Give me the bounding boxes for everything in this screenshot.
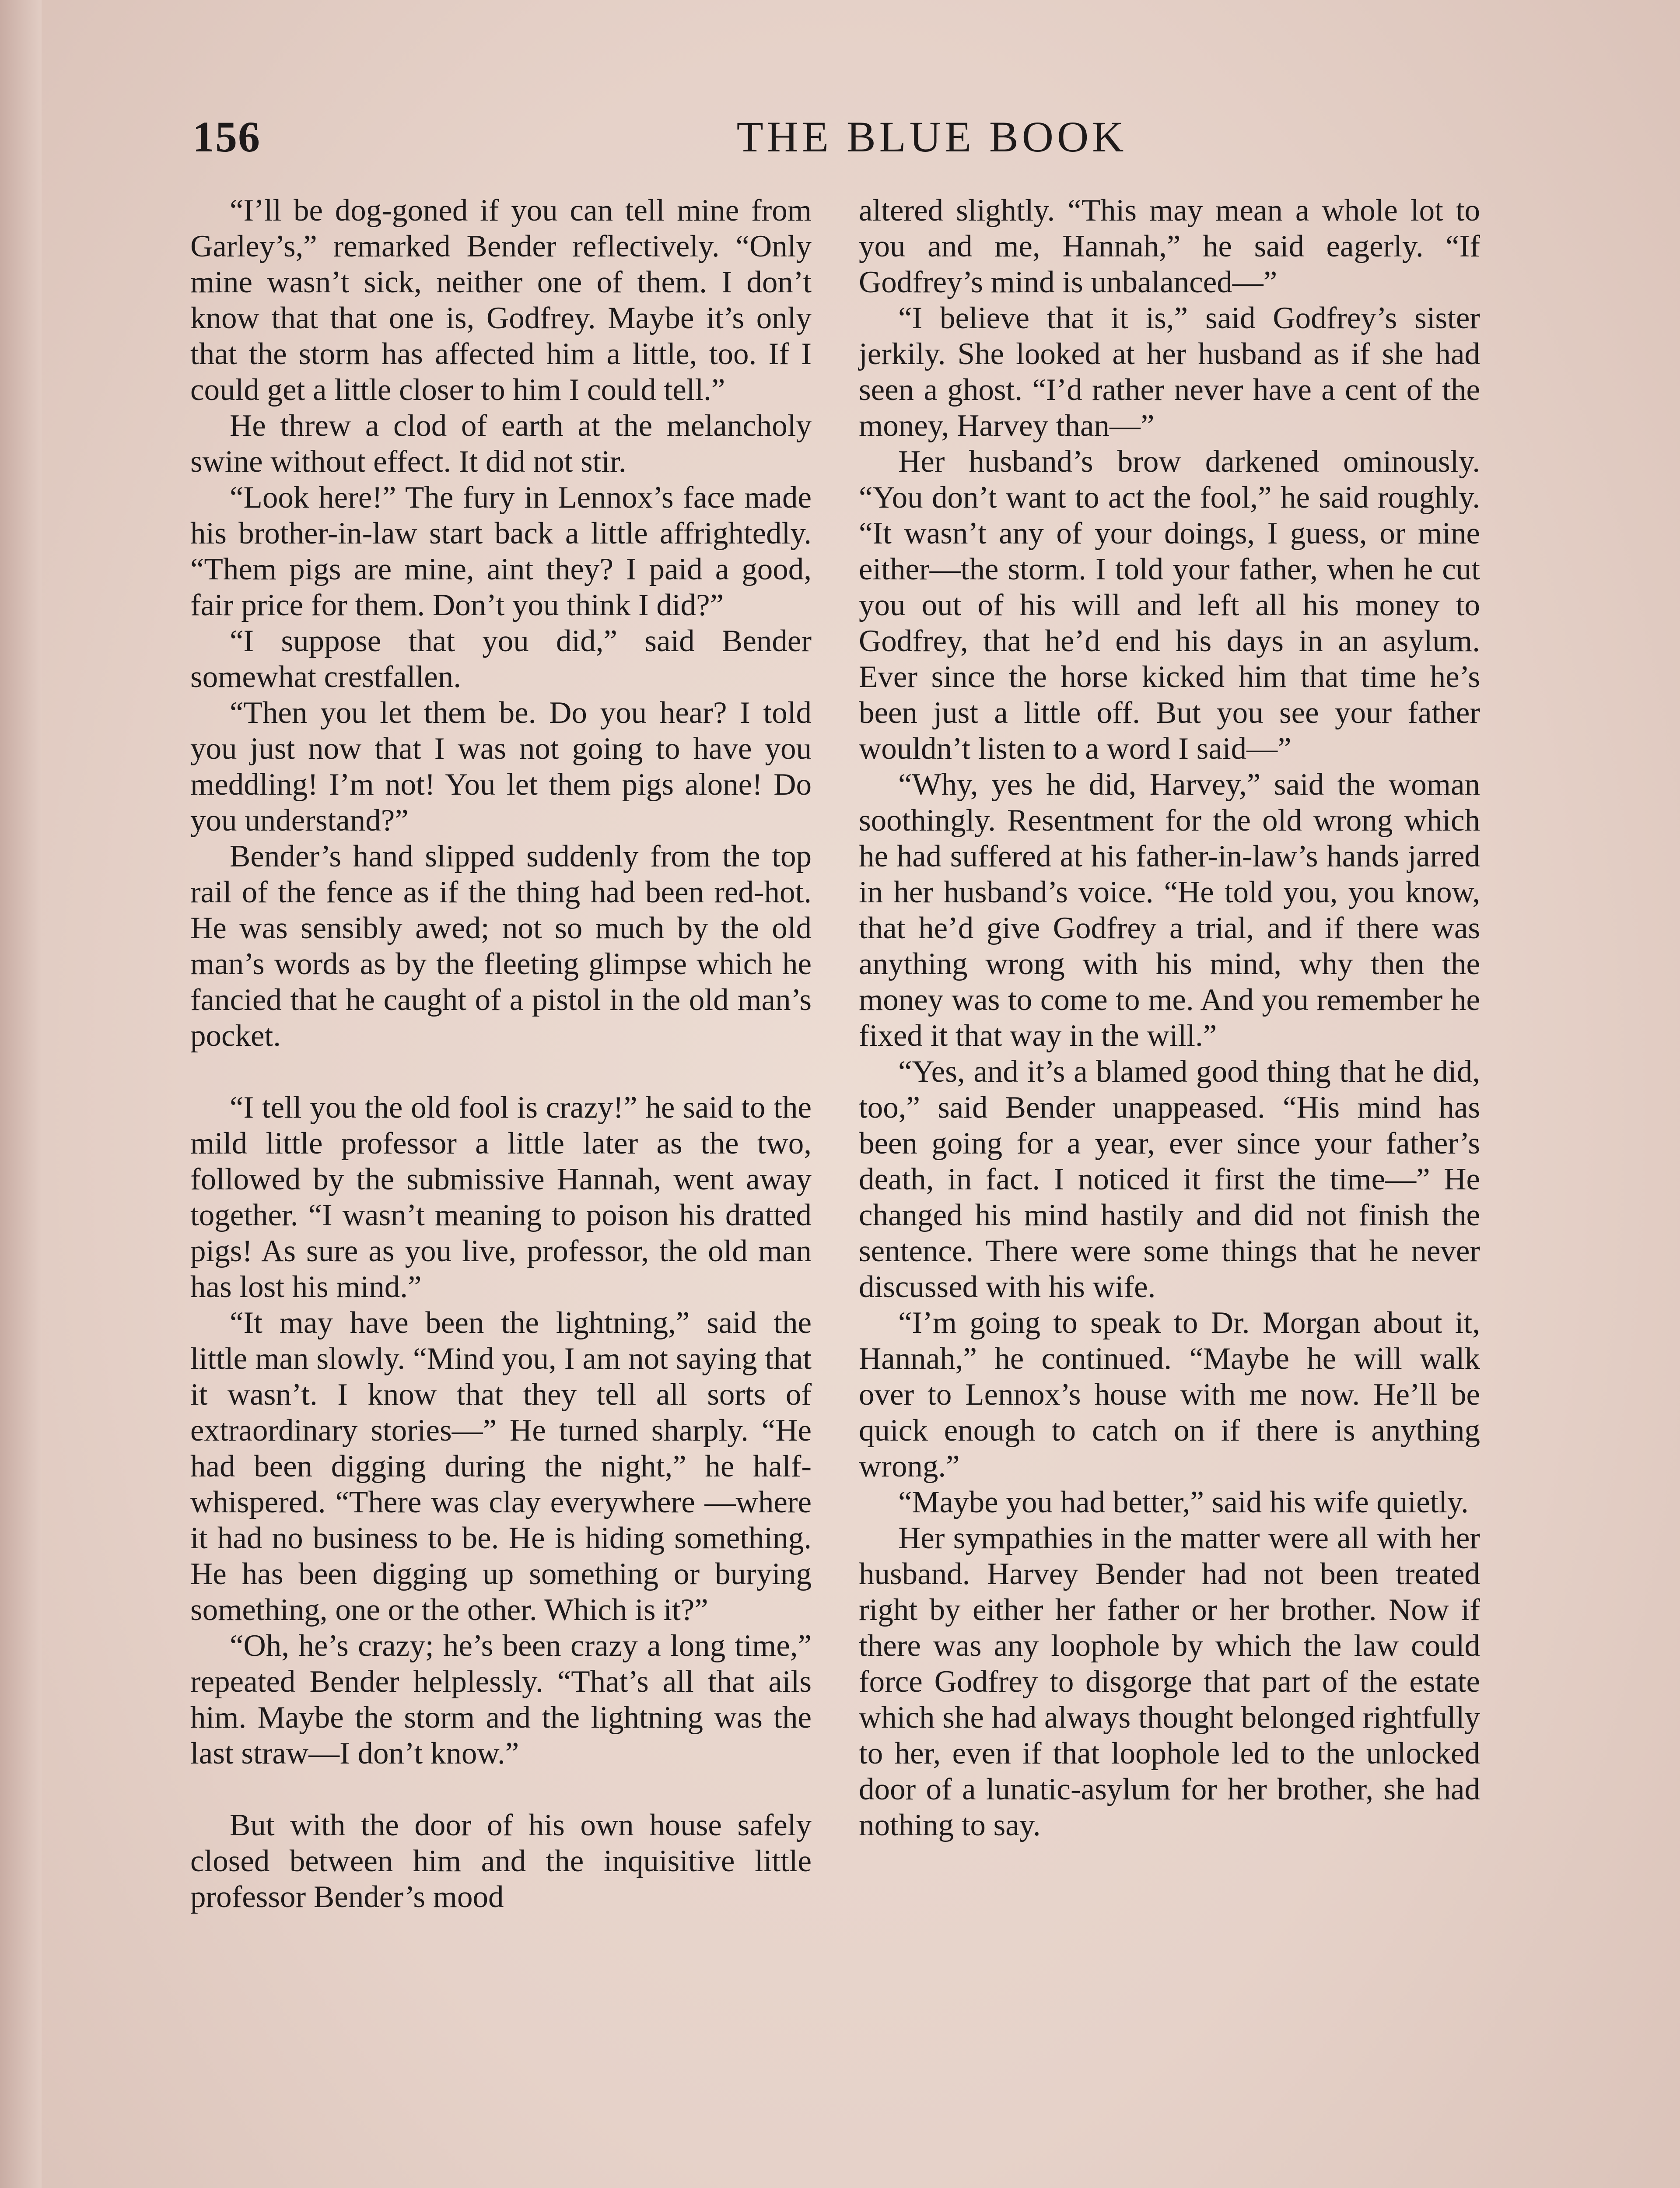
paragraph: Her husband’s brow darkened ominously. “You don’t want to act the fool,” he said roughly. “It wasn’t any of your doings, I guess, or mine either—the storm. I told your father, when he cut you out of his will and left all his money to Godfrey, that he’d end his days in an asylum. Ever since the horse kicked him that time he’s been just a little off. But you see your father wouldn’t listen to a word I said—”	[859, 445, 1480, 766]
paragraph: “Oh, he’s crazy; he’s been crazy a long time,” repeated Bender helplessly. “That’s all that ails him. Maybe the storm and the lightning was the last straw—I don’t know.”	[190, 1629, 812, 1771]
paragraph: altered slightly. “This may mean a whole lot to you and me, Hannah,” he said eagerly. “If Godfrey’s mind is unbalanced—”	[859, 193, 1480, 299]
paragraph: “It may have been the lightning,” said the little man slowly. “Mind you, I am not saying that it wasn’t. I know that they tell all sorts of extraordinary stories—” He turned sharply. “He had been digging during the night,” he half-whispered. “There was clay everywhere —where it had no business to be. He is hiding something. He has been digging up something or burying something, one or the other. Which is it?”	[190, 1306, 812, 1627]
paragraph: “I tell you the old fool is crazy!” he said to the mild little professor a little later as the two, followed by the submissive Hannah, went away together. “I wasn’t meaning to poison his dratted pigs! As sure as you live, professor, the old man has lost his mind.”	[190, 1090, 812, 1304]
paragraph: “I’m going to speak to Dr. Morgan about it, Hannah,” he continued. “Maybe he will walk over to Lennox’s house with me now. He’ll be quick enough to catch on if there is anything wrong.”	[859, 1306, 1480, 1483]
paragraph: “I’ll be dog-goned if you can tell mine from Garley’s,” remarked Bender reflectively. “Only mine wasn’t sick, neither one of them. I don’t know that that one is, Godfrey. Maybe it’s only that the storm has affected him a little, too. If I could get a little closer to him I could tell.”	[190, 193, 812, 407]
paragraph: “I believe that it is,” said Godfrey’s sister jerkily. She looked at her husband as if she had seen a ghost. “I’d rather never have a cent of the money, Harvey than—”	[859, 301, 1480, 443]
left-column	[190, 193, 812, 1915]
paragraph: “Yes, and it’s a blamed good thing that he did, too,” said Bender unappeased. “His mind has been going for a year, ever since your father’s death, in fact. I noticed it first the time—” He changed his mind hastily and did not finish the sentence. There were some things that he never discussed with his wife.	[859, 1055, 1480, 1304]
paragraph: “Then you let them be. Do you hear? I told you just now that I was not going to have you meddling! I’m not! You let them pigs alone! Do you understand?”	[190, 696, 812, 838]
page-spine-shadow	[0, 0, 42, 2188]
paragraph: “Why, yes he did, Harvey,” said the woman soothingly. Resentment for the old wrong which he had suffered at his father-in-law’s hands jarred in her husband’s voice. “He told you, you know, that he’d give Godfrey a trial, and if there was anything wrong with his mind, why then the money was to come to me. And you remember he fixed it that way in the will.”	[859, 768, 1480, 1053]
running-title: THE BLUE BOOK	[736, 112, 1127, 161]
paragraph: “I suppose that you did,” said Bender somewhat crestfallen.	[190, 624, 812, 694]
paragraph: Her sympathies in the matter were all with her husband. Harvey Bender had not been treated right by either her father or her brother. Now if there was any loophole by which the law could force Godfrey to disgorge that part of the estate which she had always thought belonged rightfully to her, even if that loophole led to the unlocked door of a lunatic-asylum for her brother, she had nothing to say.	[859, 1521, 1480, 1842]
page-header	[192, 112, 1505, 182]
page-number: 156	[192, 112, 261, 161]
paragraph: “Maybe you had better,” said his wife quietly.	[898, 1485, 1469, 1519]
paragraph: But with the door of his own house safely closed between him and the inquisitive little professor Bender’s mood	[190, 1808, 812, 1914]
paragraph: Bender’s hand slipped suddenly from the top rail of the fence as if the thing had been red-hot. He was sensibly awed; not so much by the old man’s words as by the fleeting glimpse which he fancied that he caught of a pistol in the old man’s pocket.	[190, 839, 812, 1053]
paragraph: He threw a clod of earth at the melancholy swine without effect. It did not stir.	[190, 409, 812, 479]
right-column	[859, 193, 1480, 1843]
paragraph: “Look here!” The fury in Lennox’s face made his brother-in-law start back a little affrightedly. “Them pigs are mine, aint they? I paid a good, fair price for them. Don’t you think I did?”	[190, 480, 812, 622]
